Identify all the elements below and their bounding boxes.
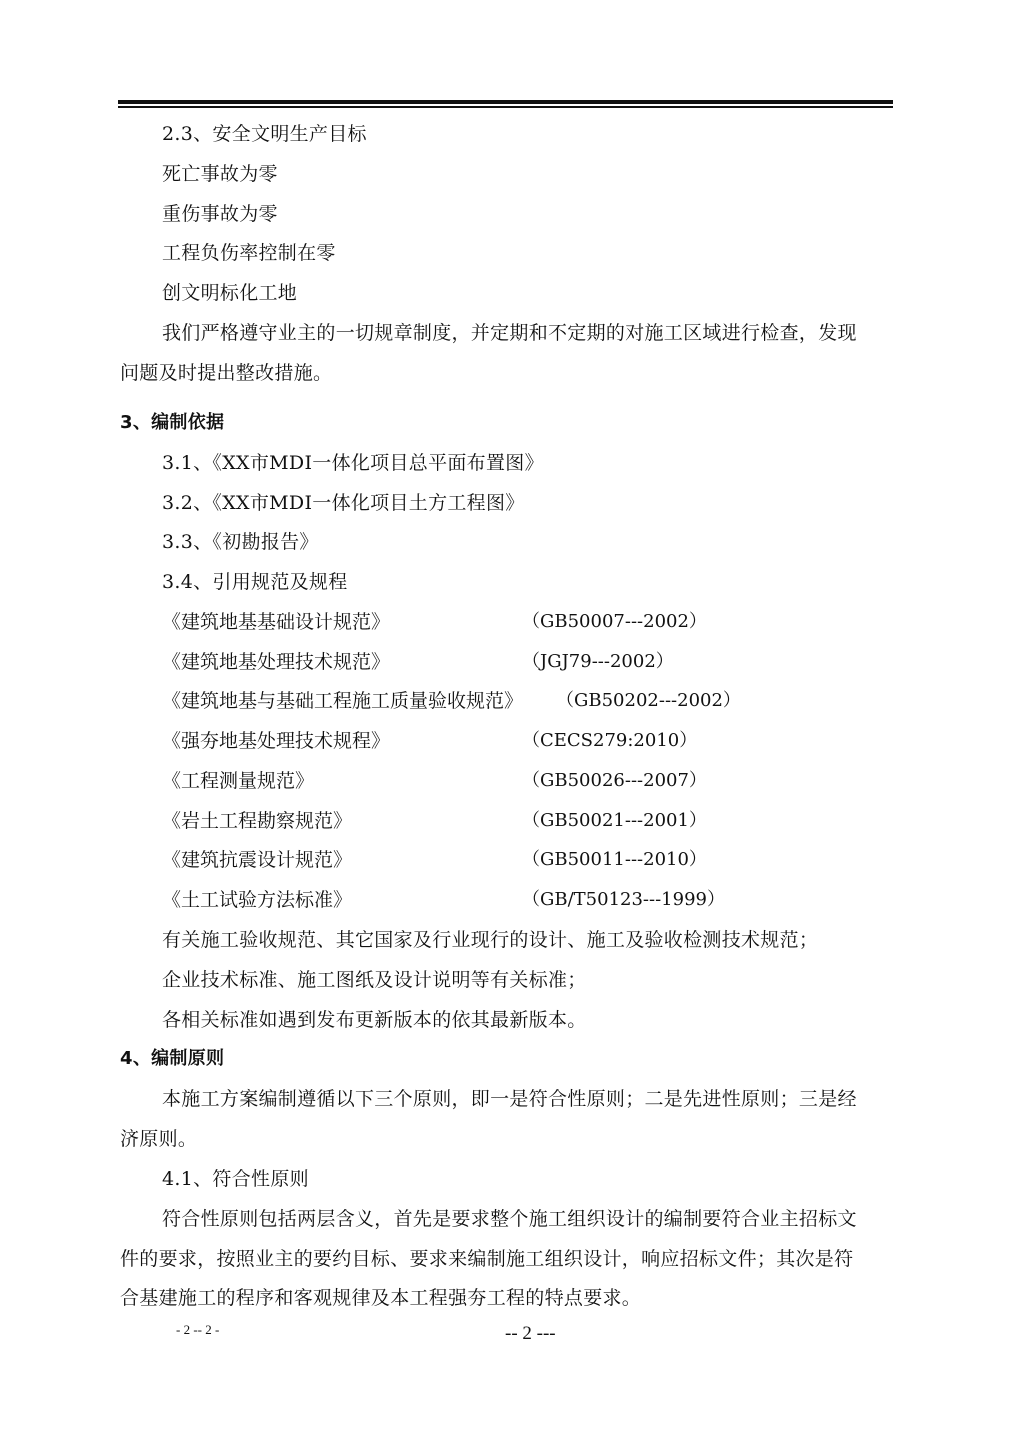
reference-item: 3.1、《XX市MDI一体化项目总平面布置图》 <box>162 452 544 474</box>
paragraph-line: 件的要求，按照业主的要约目标、要求来编制施工组织设计，响应招标文件；其次是符 <box>120 1248 854 1270</box>
paragraph-line: 本施工方案编制遵循以下三个原则，即一是符合性原则；二是先进性原则；三是经 <box>162 1088 857 1110</box>
standard-code: （JGJ79---2002） <box>522 651 674 672</box>
section-2-3-title: 2.3、安全文明生产目标 <box>162 123 367 145</box>
standard-code: （GB50202---2002） <box>556 690 741 711</box>
paragraph-line: 济原则。 <box>120 1128 198 1150</box>
paragraph-line: 问题及时提出整改措施。 <box>120 362 333 384</box>
reference-item: 3.3、《初勘报告》 <box>162 531 319 553</box>
note-line: 各相关标准如遇到发布更新版本的依其最新版本。 <box>162 1009 587 1031</box>
standard-name: 《强夯地基处理技术规程》 <box>162 730 391 752</box>
goal-item: 死亡事故为零 <box>162 163 278 185</box>
footer-page-number: -- 2 --- <box>505 1323 556 1344</box>
paragraph-line: 合基建施工的程序和客观规律及本工程强夯工程的特点要求。 <box>120 1287 642 1309</box>
section-3-heading: 3、编制依据 <box>120 412 225 433</box>
standard-code: （CECS279:2010） <box>522 730 698 751</box>
header-rule-thick <box>118 100 893 104</box>
paragraph-line: 符合性原则包括两层含义，首先是要求整个施工组织设计的编制要符合业主招标文 <box>162 1208 857 1230</box>
standard-name: 《工程测量规范》 <box>162 770 315 792</box>
note-line: 有关施工验收规范、其它国家及行业现行的设计、施工及验收检测技术规范； <box>162 929 819 951</box>
standard-name: 《建筑地基处理技术规范》 <box>162 651 391 673</box>
goal-item: 重伤事故为零 <box>162 203 278 225</box>
standard-name: 《建筑抗震设计规范》 <box>162 849 353 871</box>
footer-page-marker: - 2 -- 2 - <box>176 1322 220 1337</box>
standard-code: （GB50021---2001） <box>522 810 707 831</box>
standard-code: （GB50026---2007） <box>522 770 707 791</box>
paragraph-line: 我们严格遵守业主的一切规章制度，并定期和不定期的对施工区域进行检查，发现 <box>162 322 857 344</box>
standard-name: 《建筑地基与基础工程施工质量验收规范》 <box>162 690 524 712</box>
reference-item: 3.4、引用规范及规程 <box>162 571 348 593</box>
subsection-4-1-title: 4.1、符合性原则 <box>162 1168 309 1190</box>
standard-code: （GB50011---2010） <box>522 849 707 870</box>
standard-code: （GB/T50123---1999） <box>522 889 725 910</box>
section-4-heading: 4、编制原则 <box>120 1048 225 1069</box>
standard-code: （GB50007---2002） <box>522 611 707 632</box>
goal-item: 工程负伤率控制在零 <box>162 242 336 264</box>
standard-name: 《建筑地基基础设计规范》 <box>162 611 391 633</box>
goal-item: 创文明标化工地 <box>162 282 298 304</box>
header-rule-thin <box>118 106 893 108</box>
standard-name: 《土工试验方法标准》 <box>162 889 353 911</box>
note-line: 企业技术标准、施工图纸及设计说明等有关标准； <box>162 969 587 991</box>
standard-name: 《岩土工程勘察规范》 <box>162 810 353 832</box>
reference-item: 3.2、《XX市MDI一体化项目土方工程图》 <box>162 492 525 514</box>
